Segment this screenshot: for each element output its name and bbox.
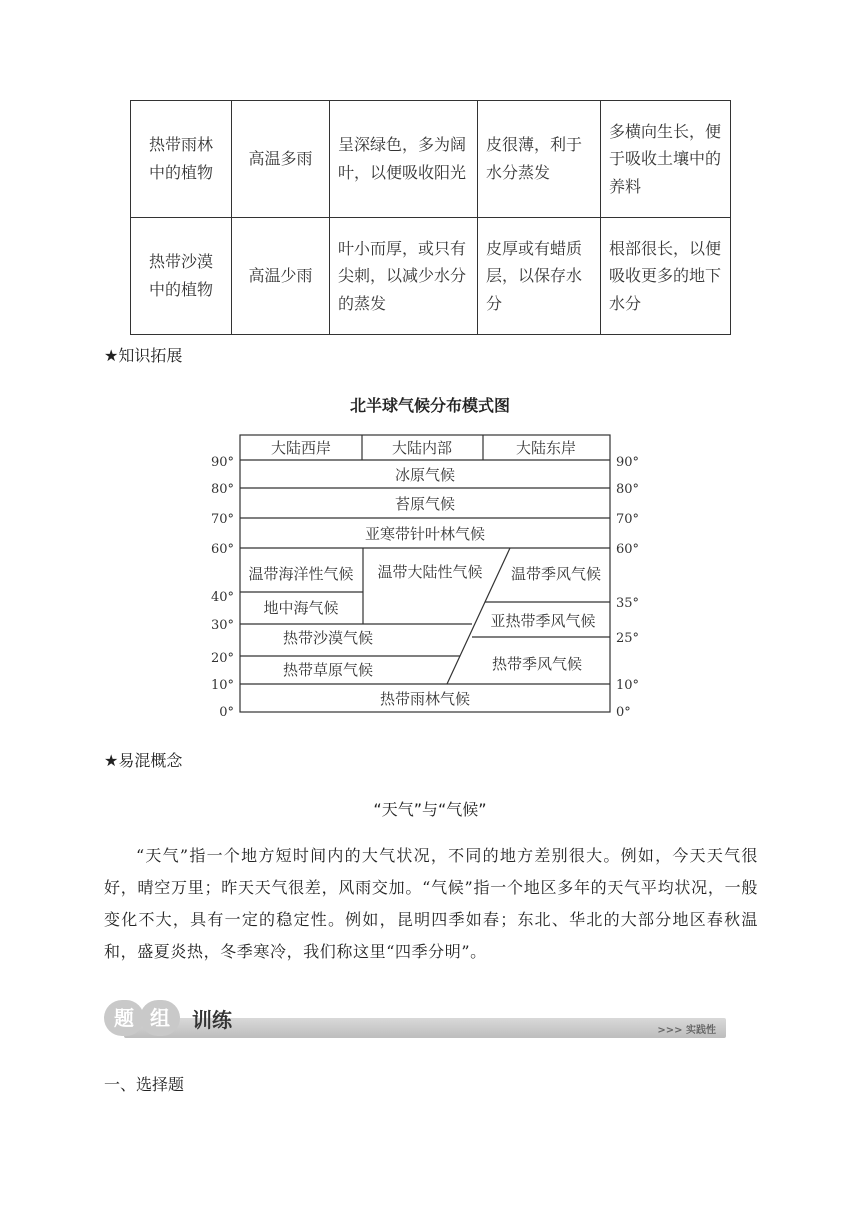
banner-tag: >>> 实践性 (657, 1025, 716, 1036)
extension-heading: ★知识拓展 (104, 346, 183, 365)
latitude-label: 35° (616, 596, 640, 611)
latitude-label: 40° (210, 590, 234, 605)
zone-label-subarctic: 亚寒带针叶林气候 (364, 525, 486, 543)
banner-badge: 组 (140, 1000, 180, 1036)
table-cell-leaf: 叶小而厚，或只有尖刺，以减少水分的蒸发 (330, 218, 478, 335)
practice-banner (104, 1000, 726, 1042)
latitude-label: 30° (210, 618, 234, 633)
plant-adaptation-table (130, 100, 731, 335)
latitude-label: 90° (616, 455, 640, 470)
zone-label-temperate-monsoon: 温带季风气候 (510, 565, 602, 583)
concept-paragraph: “天气”指一个地方短时间内的大气状况，不同的地方差别很大。例如，今天天气很好，晴空万里；昨天天气很差，风雨交加。“气候”指一个地区多年的天气平均状况，一般变化不大，具有一定的稳定性。例如，昆明四季如春；东北、华北的大部分地区春秋温和，盛夏炎热，冬季寒冷，我们称这里“四季分明”。 (104, 846, 758, 961)
table-row (131, 101, 731, 218)
banner-title: 训练 (192, 1008, 232, 1032)
latitude-label: 80° (616, 482, 640, 497)
table-cell-leaf: 呈深绿色，多为阔叶，以便吸收阳光 (330, 101, 478, 218)
latitude-label: 0° (616, 705, 631, 720)
latitude-label: 60° (616, 542, 640, 557)
column-label: 大陆西岸 (270, 439, 332, 457)
zone-label-savanna: 热带草原气候 (282, 661, 374, 679)
table-cell-plant-name: 热带雨林中的植物 (131, 101, 232, 218)
latitude-label: 80° (210, 482, 234, 497)
confusion-heading: ★易混概念 (104, 751, 183, 770)
table-cell-climate: 高温多雨 (232, 101, 330, 218)
table-cell-root: 根部很长，以便吸收更多的地下水分 (601, 218, 731, 335)
zone-label-tropical-monsoon: 热带季风气候 (491, 655, 583, 673)
latitude-label: 20° (210, 651, 234, 666)
climate-distribution-diagram (200, 430, 660, 720)
table-cell-climate: 高温少雨 (232, 218, 330, 335)
table-cell-plant-name: 热带沙漠中的植物 (131, 218, 232, 335)
zone-labels (248, 439, 601, 708)
zone-label-maritime: 温带海洋性气候 (248, 565, 354, 583)
zone-label-continental: 温带大陆性气候 (377, 563, 483, 581)
zone-label-desert: 热带沙漠气候 (282, 629, 374, 647)
concept-title: “天气”与“气候” (373, 800, 487, 819)
latitude-label: 10° (210, 678, 234, 693)
table-cell-stem: 皮很薄，利于水分蒸发 (478, 101, 601, 218)
zone-label-subtropical-monsoon: 亚热带季风气候 (490, 612, 596, 630)
latitude-label: 60° (210, 542, 234, 557)
latitude-label: 70° (210, 512, 234, 527)
latitude-label: 25° (616, 631, 640, 646)
right-latitude-axis (616, 455, 639, 720)
column-label: 大陆内部 (391, 439, 453, 457)
section-heading: 一、选择题 (104, 1075, 185, 1094)
latitude-label: 10° (616, 678, 640, 693)
table-cell-root: 多横向生长，便于吸收土壤中的养料 (601, 101, 731, 218)
column-label: 大陆东岸 (515, 439, 577, 457)
zone-label-rainforest: 热带雨林气候 (379, 690, 471, 708)
table-cell-stem: 皮厚或有蜡质层，以保存水分 (478, 218, 601, 335)
diagram-title: 北半球气候分布模式图 (349, 396, 510, 415)
zone-label-ice: 冰原气候 (394, 466, 456, 484)
zone-label-tundra: 苔原气候 (394, 495, 456, 513)
banner-badge: 题 (104, 1000, 144, 1036)
table-row (131, 218, 731, 335)
latitude-label: 90° (210, 455, 234, 470)
latitude-label: 0° (219, 705, 234, 720)
left-latitude-axis (211, 455, 234, 720)
latitude-label: 70° (616, 512, 640, 527)
zone-label-mediterranean: 地中海气候 (263, 599, 339, 617)
